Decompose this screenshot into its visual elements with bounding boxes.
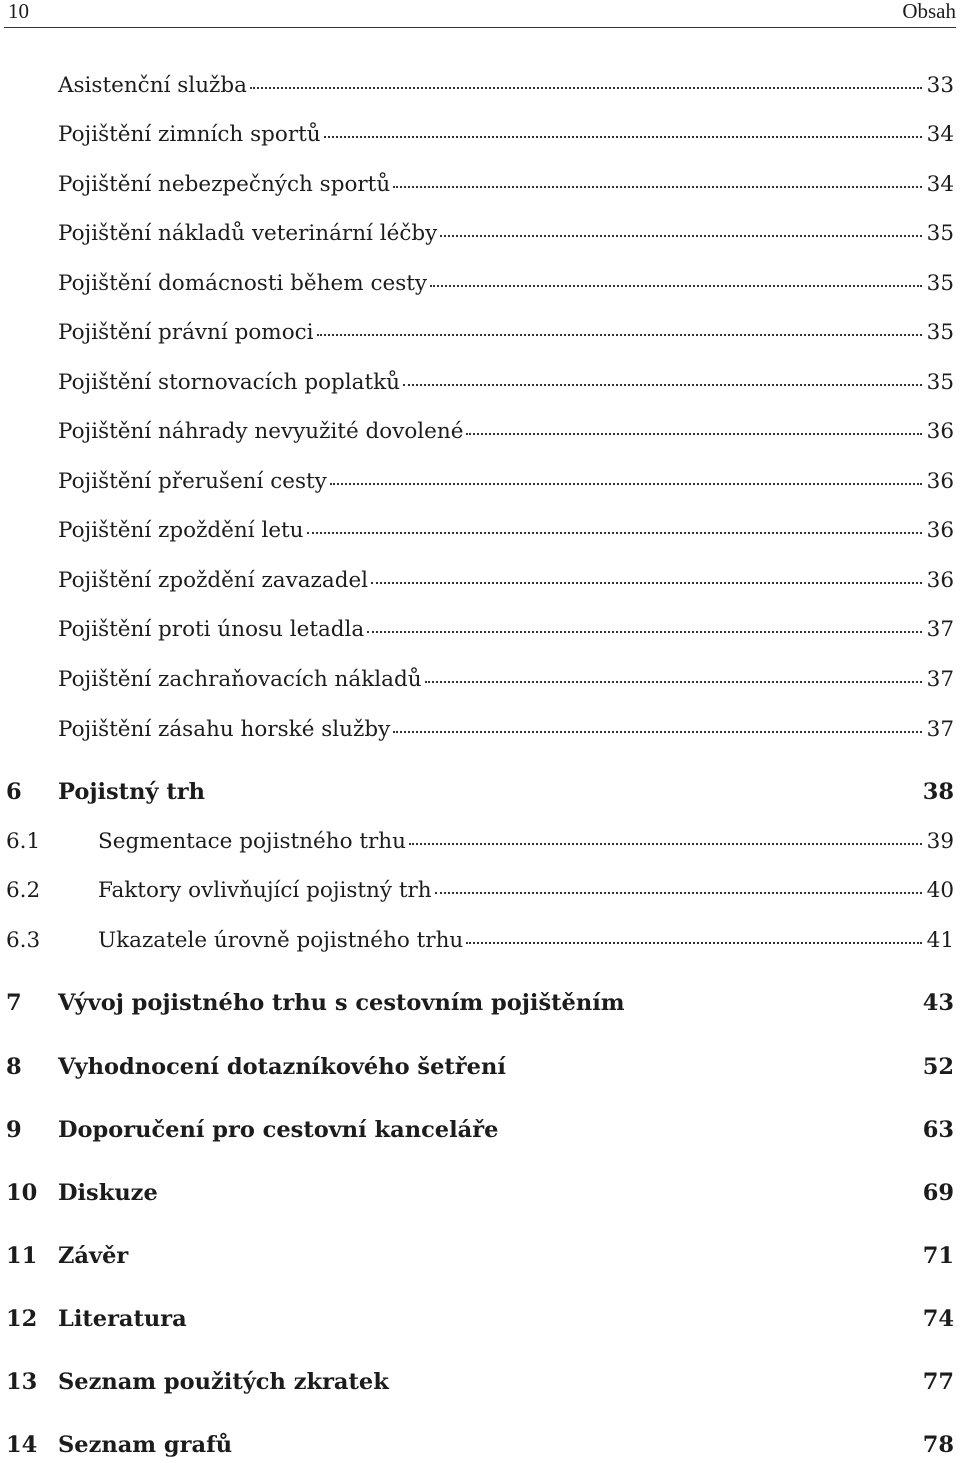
toc-chapter-title: Literatura <box>58 1306 187 1332</box>
toc-entry[interactable] <box>0 465 960 499</box>
toc-chapter-title: Doporučení pro cestovní kanceláře <box>58 1117 499 1143</box>
toc-section[interactable] <box>0 825 960 859</box>
page-header <box>4 0 956 28</box>
toc-chapter-number: 10 <box>6 1180 38 1206</box>
toc-chapter[interactable] <box>0 1049 960 1085</box>
toc-chapter-page: 74 <box>922 1306 954 1332</box>
toc-chapter-number: 8 <box>6 1054 22 1080</box>
dot-leader <box>435 892 922 894</box>
dot-leader <box>409 843 922 845</box>
toc-entry-title: Pojištění zachraňovacích nákladů <box>58 667 422 692</box>
toc-entry[interactable] <box>0 69 960 103</box>
dot-leader <box>371 582 922 584</box>
toc-section-title: Ukazatele úrovně pojistného trhu <box>98 928 464 953</box>
toc-section[interactable] <box>0 924 960 958</box>
toc-chapter-page: 63 <box>922 1117 954 1143</box>
toc-entry[interactable] <box>0 613 960 647</box>
toc-entry-page: 35 <box>926 320 954 345</box>
toc-chapter-title: Diskuze <box>58 1180 158 1206</box>
toc-entry-title: Pojištění proti únosu letadla <box>58 617 365 642</box>
toc-entry-title: Pojištění zpoždění letu <box>58 518 304 543</box>
toc-entry[interactable] <box>0 118 960 152</box>
toc-section-page: 39 <box>926 829 954 854</box>
toc-chapter-number: 11 <box>6 1243 38 1269</box>
toc-entry[interactable] <box>0 366 960 400</box>
dot-leader <box>430 285 922 287</box>
toc-entry-title: Pojištění náhrady nevyužité dovolené <box>58 419 464 444</box>
toc-chapter-page: 38 <box>922 779 954 805</box>
dot-leader <box>440 235 922 237</box>
toc-chapter[interactable] <box>0 1112 960 1148</box>
toc-chapter-title: Vývoj pojistného trhu s cestovním pojištěním <box>58 990 625 1016</box>
toc-chapter[interactable] <box>0 1238 960 1274</box>
toc-section-page: 40 <box>926 878 954 903</box>
toc-chapter-number: 6 <box>6 779 22 805</box>
dot-leader <box>393 731 922 733</box>
toc-entry-title: Pojištění zásahu horské služby <box>58 717 391 742</box>
dot-leader <box>367 631 922 633</box>
toc-entry-page: 36 <box>926 419 954 444</box>
dot-leader <box>393 186 922 188</box>
toc-chapter[interactable] <box>0 985 960 1021</box>
toc-chapter-number: 12 <box>6 1306 38 1332</box>
toc-section-number: 6.3 <box>6 928 41 953</box>
toc-chapter-page: 43 <box>922 990 954 1016</box>
toc-chapter-number: 14 <box>6 1432 38 1458</box>
toc-chapter-page: 78 <box>922 1432 954 1458</box>
toc-entry-page: 37 <box>926 617 954 642</box>
dot-leader <box>466 942 922 944</box>
toc-entry-page: 36 <box>926 568 954 593</box>
toc-chapter-page: 52 <box>922 1054 954 1080</box>
dot-leader <box>250 87 922 89</box>
toc-entry[interactable] <box>0 217 960 251</box>
toc-chapter-title: Vyhodnocení dotazníkového šetření <box>58 1054 506 1080</box>
toc-entry-page: 36 <box>926 469 954 494</box>
toc-entry[interactable] <box>0 514 960 548</box>
toc-entry-title: Pojištění nebezpečných sportů <box>58 172 391 197</box>
toc-chapter-number: 13 <box>6 1369 38 1395</box>
toc-entry-page: 33 <box>926 73 954 98</box>
toc-entry[interactable] <box>0 267 960 301</box>
toc-entry-page: 37 <box>926 667 954 692</box>
toc-chapter-title: Pojistný trh <box>58 779 205 805</box>
dot-leader <box>330 483 922 485</box>
toc-chapter-page: 69 <box>922 1180 954 1206</box>
header-section-title: Obsah <box>902 0 956 23</box>
toc-entry-title: Pojištění stornovacích poplatků <box>58 370 401 395</box>
toc-entry[interactable] <box>0 663 960 697</box>
toc-entry[interactable] <box>0 564 960 598</box>
dot-leader <box>324 136 922 138</box>
toc-section-title: Faktory ovlivňující pojistný trh <box>98 878 432 903</box>
toc-entry[interactable] <box>0 415 960 449</box>
toc-chapter-number: 9 <box>6 1117 22 1143</box>
toc-entry[interactable] <box>0 168 960 202</box>
toc-entry-title: Pojištění přerušení cesty <box>58 469 327 494</box>
toc-entry-title: Pojištění zpoždění zavazadel <box>58 568 369 593</box>
dot-leader <box>425 681 922 683</box>
dot-leader <box>307 532 922 534</box>
toc-entry-page: 34 <box>926 172 954 197</box>
toc-entry-page: 35 <box>926 221 954 246</box>
toc-chapter[interactable] <box>0 1364 960 1400</box>
toc-entry-title: Pojištění zimních sportů <box>58 122 321 147</box>
toc-section-number: 6.2 <box>6 878 41 903</box>
dot-leader <box>317 334 922 336</box>
toc-section-page: 41 <box>926 928 954 953</box>
toc-chapter[interactable] <box>0 1427 960 1463</box>
dot-leader <box>466 433 922 435</box>
toc-chapter-page: 77 <box>922 1369 954 1395</box>
toc-chapter[interactable] <box>0 774 960 810</box>
toc-section-title: Segmentace pojistného trhu <box>98 829 406 854</box>
toc-entry[interactable] <box>0 713 960 747</box>
toc-chapter-title: Seznam použitých zkratek <box>58 1369 389 1395</box>
toc-entry-page: 34 <box>926 122 954 147</box>
toc-entry-page: 37 <box>926 717 954 742</box>
toc-entry-title: Asistenční služba <box>58 73 247 98</box>
toc-section-number: 6.1 <box>6 829 41 854</box>
toc-chapter-page: 71 <box>922 1243 954 1269</box>
toc-chapter-number: 7 <box>6 990 22 1016</box>
toc-chapter[interactable] <box>0 1301 960 1337</box>
toc-entry[interactable] <box>0 316 960 350</box>
toc-chapter-title: Seznam grafů <box>58 1432 233 1458</box>
toc-entry-page: 35 <box>926 271 954 296</box>
toc-entry-page: 36 <box>926 518 954 543</box>
toc-chapter-title: Závěr <box>58 1243 129 1269</box>
header-page-number: 10 <box>8 0 29 23</box>
toc-chapter[interactable] <box>0 1175 960 1211</box>
dot-leader <box>403 384 922 386</box>
toc-entry-title: Pojištění právní pomoci <box>58 320 314 345</box>
toc-entry-page: 35 <box>926 370 954 395</box>
toc-entry-title: Pojištění domácnosti během cesty <box>58 271 428 296</box>
toc-section[interactable] <box>0 874 960 908</box>
toc-entry-title: Pojištění nákladů veterinární léčby <box>58 221 438 246</box>
